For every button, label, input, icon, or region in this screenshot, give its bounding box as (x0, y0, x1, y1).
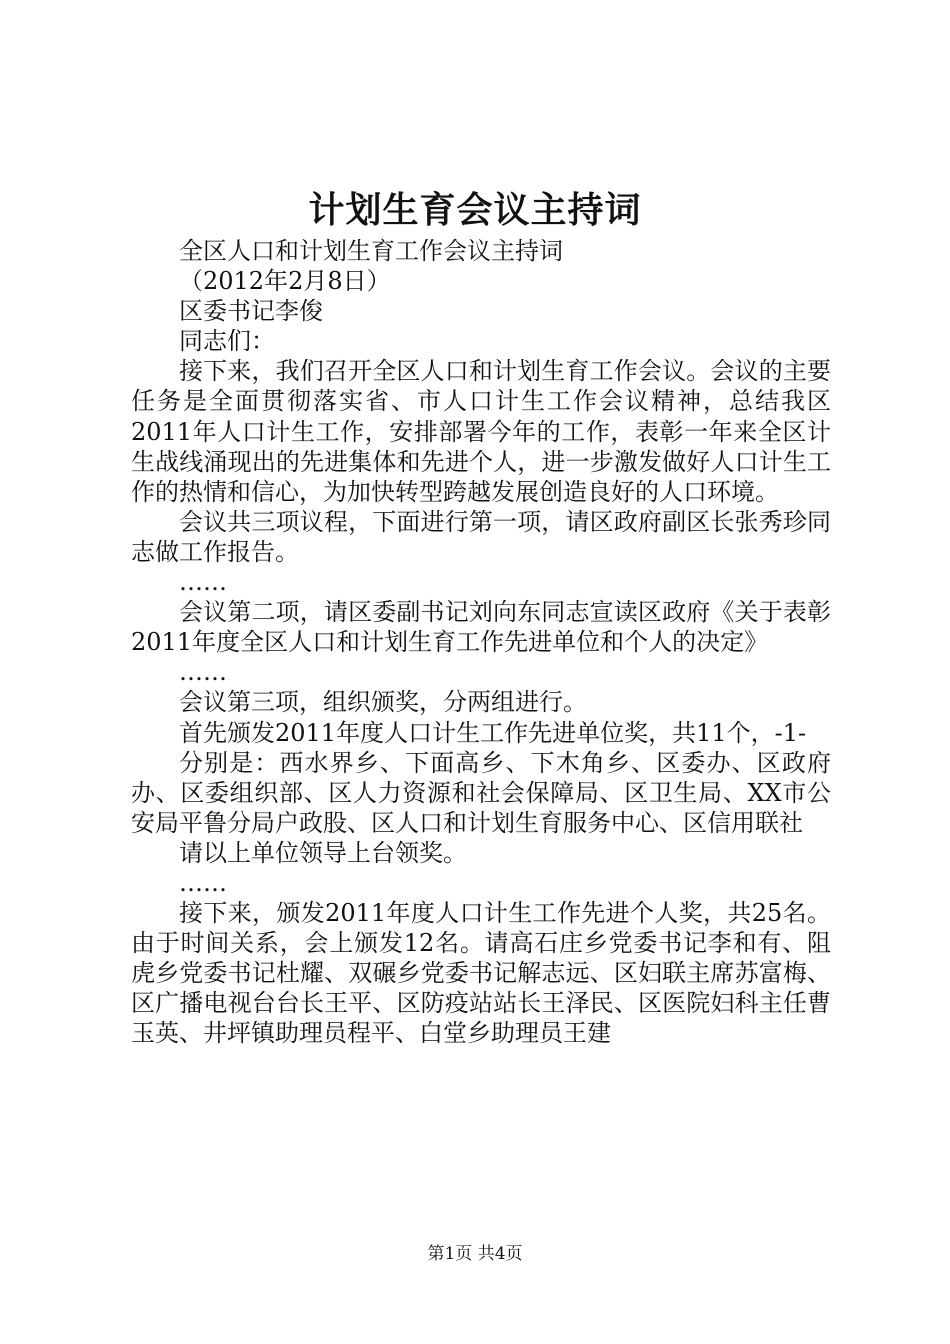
paragraph: 会议第二项，请区委副书记刘向东同志宣读区政府《关于表彰2011年度全区人口和计划生育工作先进单位和个人的决定》 (131, 598, 831, 657)
document-title: 计划生育会议主持词 (308, 189, 642, 231)
paragraph: 分别是：西水界乡、下面高乡、下木角乡、区委办、区政府办、区委组织部、区人力资源和社会保障局、区卫生局、XX市公安局平鲁分局户政股、区人口和计划生育服务中心、区信用联社 (131, 748, 831, 837)
paragraph: 首先颁发2011年度人口计生工作先进单位奖，共11个，-1- (179, 718, 807, 747)
paragraph-date: （2012年2月8日） (179, 267, 391, 296)
paragraph: 会议共三项议程，下面进行第一项，请区政府副区长张秀珍同志做工作报告。 (131, 507, 831, 566)
paragraph-speaker: 区委书记李俊 (179, 297, 323, 326)
page-footer: 第1页 共4页 (427, 1244, 523, 1264)
paragraph-heading: 全区人口和计划生育工作会议主持词 (179, 237, 563, 265)
ellipsis: …… (179, 868, 227, 897)
paragraph: 会议第三项，组织颁奖，分两组进行。 (179, 688, 587, 717)
ellipsis: …… (179, 568, 227, 597)
document-body (131, 236, 831, 1049)
paragraph: 请以上单位领导上台领奖。 (179, 838, 467, 867)
paragraph: 接下来，我们召开全区人口和计划生育工作会议。会议的主要任务是全面贯彻落实省、市人口计生工作会议精神，总结我区2011年人口计生工作，安排部署今年的工作，表彰一年来全区计生战线涌现出的先进集体和先进个人，进一步激发做好人口计生工作的热情和信心，为加快转型跨越发展创造良好的人口环境。 (131, 357, 831, 506)
ellipsis: …… (179, 658, 227, 687)
paragraph: 接下来，颁发2011年度人口计生工作先进个人奖，共25名。由于时间关系，会上颁发12名。请高石庄乡党委书记李和有、阻虎乡党委书记杜耀、双碾乡党委书记解志远、区妇联主席苏富梅、区广播电视台台长王平、区防疫站站长王泽民、区医院妇科主任曹玉英、井坪镇助理员程平、白堂乡助理员王建 (131, 899, 831, 1048)
paragraph-salutation: 同志们： (179, 327, 275, 356)
